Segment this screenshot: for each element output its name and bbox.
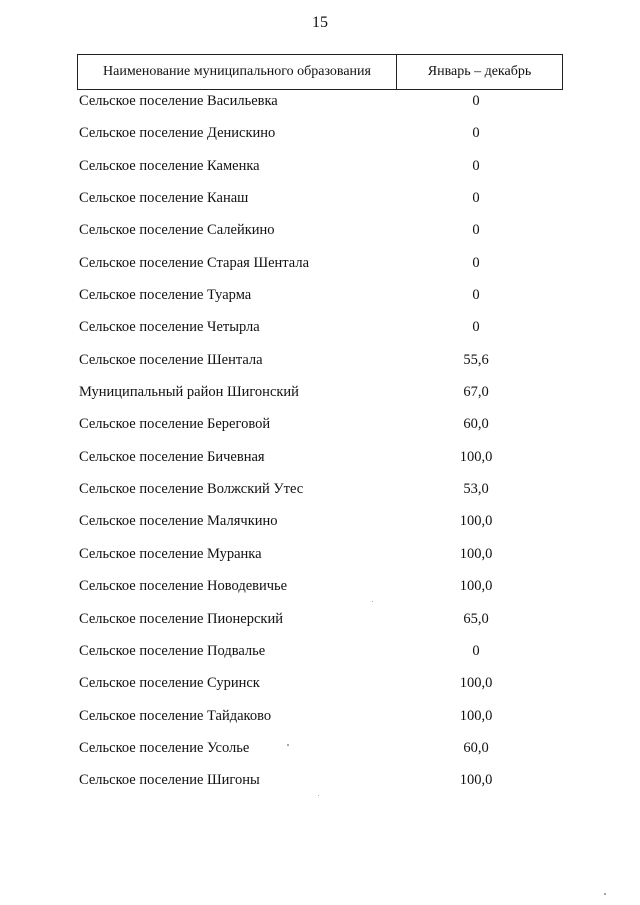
table-row [77,772,563,804]
period-value: 65,0 [463,610,489,627]
table-row [77,190,563,222]
table-row [77,416,563,448]
period-value: 0 [472,125,480,142]
table-row [77,255,563,287]
period-value: 53,0 [463,481,489,498]
table-row [77,546,563,578]
municipality-name: Сельское поселение Четырла [79,319,260,336]
municipality-name: Сельское поселение Денискино [79,125,276,142]
municipality-name: Сельское поселение Малячкино [79,513,278,530]
municipality-name: Сельское поселение Муранка [79,545,262,562]
page-number: 15 [312,14,328,31]
period-value: 0 [472,93,480,109]
municipality-name: Сельское поселение Старая Шентала [79,254,310,271]
municipality-name: Сельское поселение Канаш [79,190,249,207]
table-row [77,611,563,643]
table-row [77,513,563,545]
municipality-name: Сельское поселение Подвалье [79,642,266,659]
period-value: 0 [472,642,480,659]
period-value: 0 [472,222,480,239]
period-value: 100,0 [459,772,493,789]
period-value: 55,6 [463,351,489,368]
table-row [77,643,563,675]
header-period: Январь – декабрь [427,64,532,79]
municipality-name: Сельское поселение Усолье [79,739,250,756]
period-value: 0 [472,287,480,304]
table-row [77,708,563,740]
municipality-name: Сельское поселение Салейкино [79,222,275,239]
table-row [77,740,563,772]
table-row [77,319,563,351]
table-row [77,125,563,157]
period-value: 0 [472,319,480,336]
period-value: 100,0 [459,513,493,530]
municipality-name: Сельское поселение Васильевка [79,93,278,109]
municipality-name: Сельское поселение Бичевная [79,448,265,465]
table-row [77,384,563,416]
table-row [77,287,563,319]
table-header [77,54,563,90]
municipality-name: Сельское поселение Суринск [79,675,260,692]
table-row [77,449,563,481]
period-value: 67,0 [463,384,489,401]
municipality-name: Сельское поселение Шигоны [79,772,260,789]
period-value: 100,0 [459,578,493,595]
table-row [77,675,563,707]
municipality-name: Сельское поселение Каменка [79,157,260,174]
period-value: 0 [472,254,480,271]
municipality-name: Муниципальный район Шигонский [79,384,299,401]
table-row [77,352,563,384]
table-row [77,158,563,190]
period-value: 100,0 [459,675,493,692]
municipality-name: Сельское поселение Береговой [79,416,271,433]
header-municipality: Наименование муниципального образования [78,55,397,89]
table-body [77,93,563,805]
period-value: 0 [472,190,480,207]
period-value: 60,0 [463,739,489,756]
table-row [77,578,563,610]
table-row [77,93,563,125]
period-value: 100,0 [459,545,493,562]
municipality-name: Сельское поселение Пионерский [79,610,283,627]
period-value: 100,0 [459,707,493,724]
table-row [77,222,563,254]
period-value: 0 [472,157,480,174]
municipality-name: Сельское поселение Новодевичье [79,578,288,595]
period-value: 60,0 [463,416,489,433]
municipality-name: Сельское поселение Волжский Утес [79,481,304,498]
table-row [77,481,563,513]
municipality-name: Сельское поселение Тайдаково [79,707,272,724]
period-value: 100,0 [459,448,493,465]
municipality-name: Сельское поселение Шентала [79,351,263,368]
municipality-name: Сельское поселение Туарма [79,287,252,304]
